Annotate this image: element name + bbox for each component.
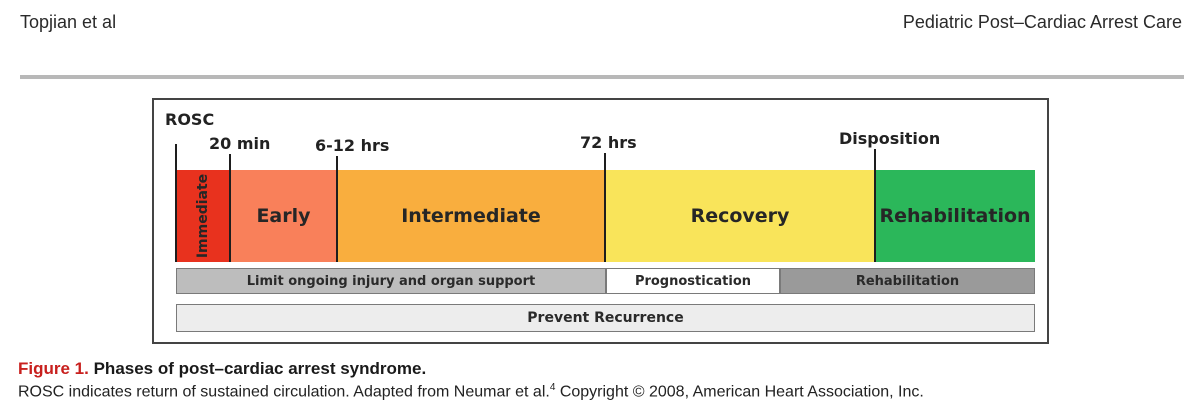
label-72-hrs: 72 hrs (580, 133, 637, 152)
goal-rehabilitation: Rehabilitation (780, 268, 1035, 294)
figure-title: Phases of post–cardiac arrest syndrome. (93, 359, 427, 378)
running-head-title: Pediatric Post–Cardiac Arrest Care (902, 12, 1182, 32)
figure-caption-body (18, 382, 924, 401)
goal-prognostication: Prognostication (606, 268, 780, 294)
goal-limit-injury: Limit ongoing injury and organ support (176, 268, 606, 294)
phase-rehabilitation (875, 170, 1035, 262)
tick-72-hrs (604, 153, 606, 262)
tick-6-12-hrs (336, 156, 338, 262)
phase-early-label: Early (256, 205, 311, 227)
caption-text: ROSC indicates return of sustained circulation. Adapted from Neumar et al. (18, 383, 550, 401)
figure-number: Figure 1. (18, 359, 89, 378)
label-6-12-hrs: 6-12 hrs (315, 136, 390, 155)
phase-recovery (605, 170, 875, 262)
phase-immediate-label: Immediate (195, 173, 211, 259)
label-disposition: Disposition (839, 129, 941, 148)
caption-reference: 4 (549, 382, 556, 393)
goal-prevent-recurrence: Prevent Recurrence (176, 304, 1035, 332)
phase-intermediate (337, 170, 605, 262)
phase-recovery-label: Recovery (690, 205, 790, 227)
phase-early (230, 170, 337, 262)
tick-20-min (229, 154, 231, 262)
phase-intermediate-label: Intermediate (401, 205, 541, 227)
label-20-min: 20 min (209, 134, 271, 153)
tick-rosc (175, 144, 177, 262)
label-rosc: ROSC (165, 110, 215, 129)
phase-rehabilitation-label: Rehabilitation (879, 205, 1031, 227)
header-rule (20, 75, 1184, 79)
figure-caption-title (18, 359, 426, 379)
running-head-authors: Topjian et al (20, 12, 117, 32)
tick-disposition (874, 149, 876, 262)
caption-copyright: Copyright © 2008, American Heart Association, Inc. (555, 383, 924, 401)
